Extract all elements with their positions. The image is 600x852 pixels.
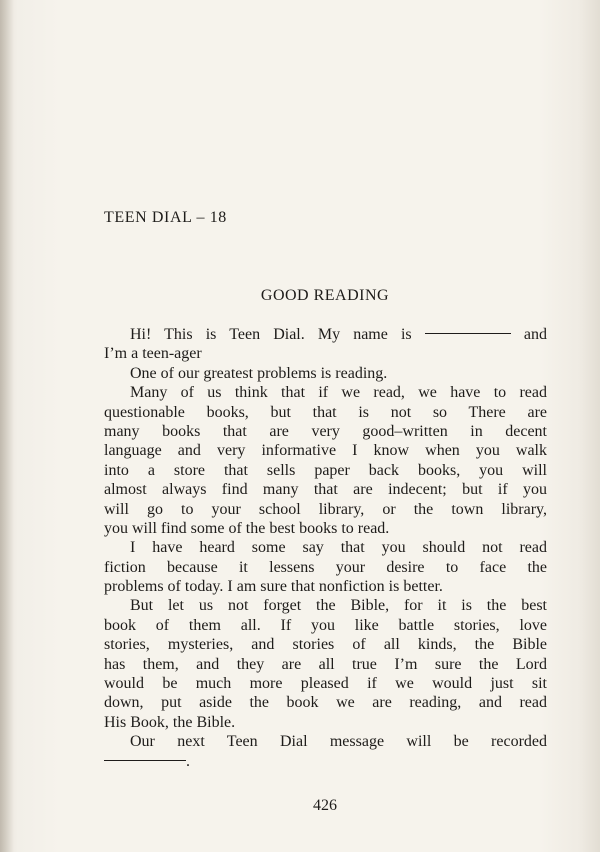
text-segment: . [186,752,190,770]
text-line: will go to your school library, or the town library, [104,500,547,518]
text-line: Our next Teen Dial message will be recorded [130,733,547,751]
text-line: stories, mysteries, and stories of all kinds, the Bible [104,636,547,654]
page-title: GOOD READING [260,287,390,304]
text-line: has them, and they are all true I’m sure the Lord [104,655,547,673]
text-line: into a store that sells paper back books, you will [104,461,547,479]
text-line [104,752,547,771]
text-line: down, put aside the book we are reading, and read [104,694,547,712]
body-text [104,325,547,771]
page-number: 426 [313,797,337,814]
text-line: book of them all. If you like battle stories, love [104,616,547,634]
text-line: questionable books, but that is not so There are [104,403,547,421]
text-line: language and very informative I know when you walk [104,442,547,460]
text-line: Many of us think that if we read, we have to read [130,384,547,402]
text-line: I have heard some say that you should not read [130,539,547,557]
page-header: TEEN DIAL – 18 [104,209,227,226]
text-line: I’m a teen-ager [104,345,202,363]
text-segment: and [523,326,548,343]
text-line: you will find some of the best books to read. [104,519,390,537]
text-line: almost always find many that are indecent; but if you [104,481,547,499]
text-line: But let us not forget the Bible, for it is the best [130,597,547,615]
text-line: fiction because it lessens your desire to face the [104,558,547,576]
text-segment: Hi! This is Teen Dial. My name is [130,326,412,343]
text-line: One of our greatest problems is reading. [130,364,388,382]
text-line: would be much more pleased if we would just sit [104,675,547,693]
recording-blank [104,760,186,761]
text-line [104,325,547,344]
binding-shadow [0,0,14,852]
text-line: problems of today. I am sure that nonfiction is better. [104,578,443,596]
text-line: His Book, the Bible. [104,713,236,731]
text-line: many books that are very good–written in decent [104,422,547,440]
name-blank [425,333,511,334]
